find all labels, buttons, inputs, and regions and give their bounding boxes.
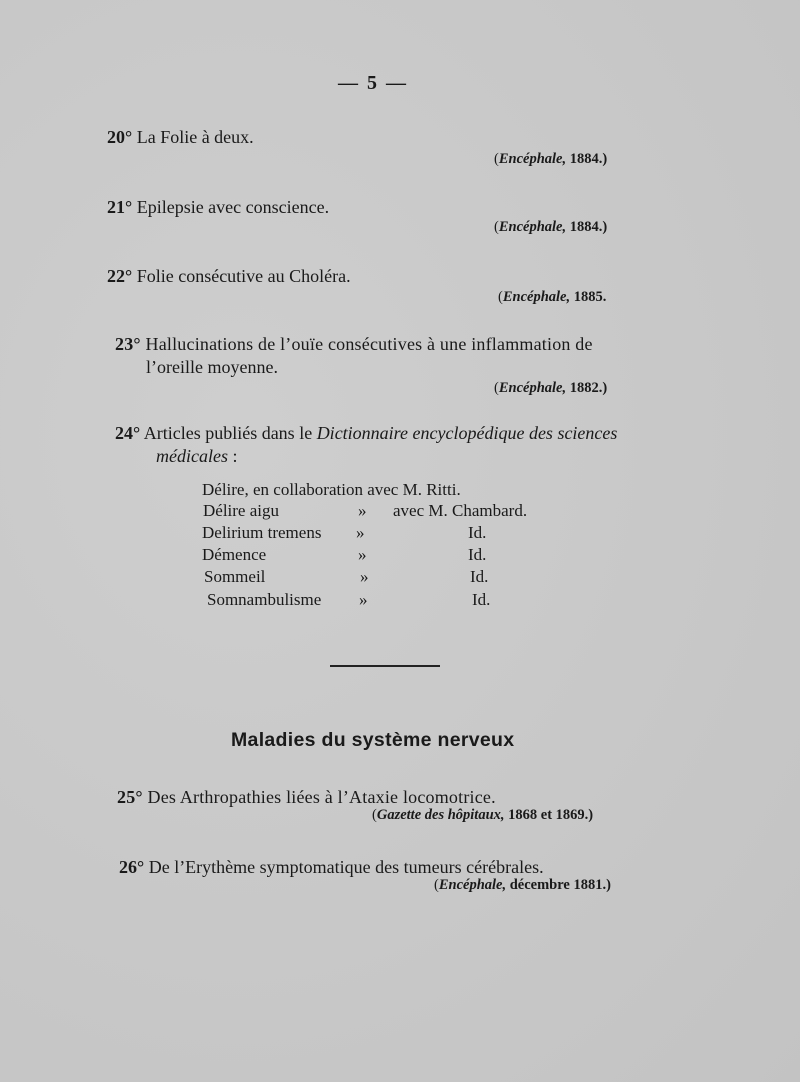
article-row: Délire, en collaboration avec M. Ritti.	[202, 480, 461, 499]
article-coauthor: Id.	[468, 523, 487, 542]
entry-23-line2: l’oreille moyenne.	[146, 357, 278, 377]
entry-21	[107, 196, 329, 218]
entry-number: 20°	[107, 127, 133, 147]
article-title: Somnambulisme	[207, 590, 322, 609]
entry-number: 26°	[119, 857, 145, 877]
entry-title-line1: Hallucinations de l’ouïe consécutives à une inflammation de	[145, 334, 593, 354]
entry-24	[115, 422, 617, 444]
entry-title: Articles publiés dans le	[143, 423, 317, 443]
entry-number: 23°	[115, 334, 141, 354]
entry-number: 21°	[107, 197, 133, 217]
section-divider	[330, 665, 440, 667]
article-coauthor: avec M. Chambard.	[393, 501, 528, 520]
article-title: Delirium tremens	[202, 523, 322, 542]
entry-number: 22°	[107, 266, 133, 286]
ditto-mark: »	[359, 590, 368, 609]
entry-20-source: (Encéphale, 1884.)	[494, 151, 608, 167]
entry-title: Folie consécutive au Choléra.	[136, 266, 351, 286]
entry-title: Epilepsie avec conscience.	[136, 197, 330, 217]
article-coauthor: Id.	[468, 545, 487, 564]
entry-title: La Folie à deux.	[136, 127, 254, 147]
entry-title: De l’Erythème symptomatique des tumeurs cérébrales.	[148, 857, 544, 877]
entry-23-source: (Encéphale, 1882.)	[494, 380, 608, 396]
entry-26-source: (Encéphale, décembre 1881.)	[434, 877, 611, 893]
entry-25	[117, 786, 496, 808]
ditto-mark: »	[358, 501, 367, 520]
article-title: Sommeil	[204, 567, 266, 586]
dictionary-title: Dictionnaire encyclopédique des sciences	[316, 423, 618, 443]
entry-number: 25°	[117, 787, 143, 807]
entry-21-source: (Encéphale, 1884.)	[494, 219, 608, 235]
entry-number: 24°	[115, 423, 141, 443]
page-number: — 5 —	[338, 72, 408, 94]
entry-26	[119, 856, 544, 878]
ditto-mark: »	[358, 545, 367, 564]
section-heading: Maladies du système nerveux	[231, 729, 515, 751]
article-title: Démence	[202, 545, 267, 564]
entry-22	[107, 265, 351, 287]
entry-23	[115, 333, 593, 355]
ditto-mark: »	[356, 523, 365, 542]
entry-24-line2: médicales :	[156, 446, 238, 466]
article-title: Délire aigu	[203, 501, 279, 520]
entry-title: Des Arthropathies liées à l’Ataxie locomotrice.	[147, 787, 496, 807]
entry-20	[107, 126, 254, 148]
article-coauthor: Id.	[472, 590, 491, 609]
article-coauthor: Id.	[470, 567, 489, 586]
entry-22-source: (Encéphale, 1885.	[498, 289, 607, 305]
ditto-mark: »	[360, 567, 369, 586]
entry-25-source: (Gazette des hôpitaux, 1868 et 1869.)	[372, 807, 594, 823]
